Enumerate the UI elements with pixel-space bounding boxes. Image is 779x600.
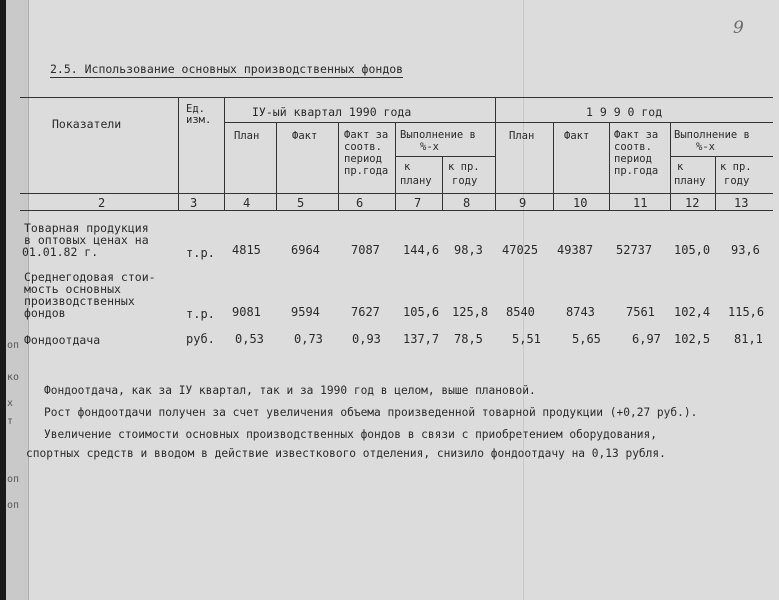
column-number: 7 [414,196,422,210]
cell-value: 49387 [557,243,594,257]
cell-value: 102,5 [674,332,711,346]
header-factprev-y-l2: соотв. [614,141,652,153]
header-toplan-q-l1: к [404,161,411,173]
cell-value: 52737 [616,243,653,257]
header-fact-q: Факт [292,130,318,142]
col-divider [670,122,671,210]
margin-fragment: оп [7,340,20,351]
header-indicators: Показатели [52,117,122,131]
column-number: 8 [463,196,471,210]
header-factprev-q-l4: пр.года [344,165,389,177]
col-divider [442,156,443,210]
column-number-rule [20,210,773,211]
header-factprev-q-l2: соотв. [344,141,382,153]
cell-value: 7561 [626,305,655,319]
execution-subheader-rule-q [395,156,495,157]
header-factprev-q-l1: Факт за [344,129,389,141]
paragraph: спортных средств и вводом в действие известкового отделения, снизило фондоотдачу на 0,13 рубля. [26,447,666,460]
header-toprev-y-l2: году [724,175,750,187]
group-header-rule [224,122,773,123]
header-unit: Ед. изм. [186,103,212,126]
cell-value: 105,0 [674,243,711,257]
row-label-line: Среднегодовая стои- [24,270,156,284]
row-label-line: в оптовых ценах на [24,233,149,247]
paragraph: Фондоотдача, как за IУ квартал, так и за 1990 год в целом, выше плановой. [44,384,536,397]
cell-value: 5,65 [572,332,601,346]
paragraph: Рост фондоотдачи получен за счет увеличения объема произведенной товарной продукции (+0,27 руб.). [44,406,698,419]
section-title-text: 2.5. Использование основных производственных фондов [50,62,404,76]
cell-value: 7627 [351,305,380,319]
col-divider [276,122,277,210]
cell-value: 47025 [502,243,539,257]
header-plan-y: План [509,130,535,142]
execution-subheader-rule-y [670,156,773,157]
cell-value: 0,53 [235,332,264,346]
header-year-group: 1 9 9 0 год [586,105,663,119]
col-divider [553,122,554,210]
cell-value: 9594 [291,305,320,319]
column-number: 10 [573,196,588,210]
row-label-line: фондов [24,306,66,320]
header-execution-y-l1: Выполнение в [674,129,750,141]
column-number: 13 [734,196,749,210]
cell-value: 93,6 [731,243,760,257]
header-toprev-q-l1: к пр. [448,161,480,173]
header-toplan-q-l2: плану [400,175,432,187]
margin-fragment: оп [7,474,20,485]
column-number: 4 [243,196,251,210]
header-execution-q-l1: Выполнение в [400,129,476,141]
paragraph: Увеличение стоимости основных производственных фондов в связи с приобретением оборудования, [44,428,657,441]
column-number: 12 [685,196,700,210]
cell-value: 78,5 [454,332,483,346]
header-execution-q-l2: %-х [420,141,439,153]
cell-value: 9081 [232,305,261,319]
cell-value: 0,73 [294,332,323,346]
header-factprev-y-l4: пр.года [614,165,659,177]
column-number: 6 [356,196,364,210]
header-bottom-rule [20,193,773,194]
header-fact-y: Факт [564,130,590,142]
column-number: 9 [519,196,527,210]
row-label-line: 01.01.82 г. [22,245,99,259]
cell-value: 0,93 [352,332,381,346]
row-unit: руб. [186,332,215,346]
row-label-line: Фондоотдача [24,333,101,347]
row-label-line: производственных [24,294,135,308]
cell-value: 115,6 [728,305,765,319]
header-factprev-y-l1: Факт за [614,129,659,141]
cell-value: 81,1 [734,332,763,346]
col-divider [178,97,179,210]
col-divider [224,97,225,210]
cell-value: 7087 [351,243,380,257]
section-title [50,62,403,76]
margin-fragment: оп [7,500,20,511]
cell-value: 4815 [232,243,261,257]
cell-value: 8540 [506,305,535,319]
margin-fragment: ко [7,372,20,383]
cell-value: 5,51 [512,332,541,346]
header-toplan-y-l1: к [677,161,684,173]
col-divider [495,97,496,210]
col-divider [395,122,396,210]
cell-value: 105,6 [403,305,440,319]
row-label-line: мость основных [24,282,121,296]
cell-value: 137,7 [403,332,440,346]
row-unit: т.р. [186,246,215,260]
margin-fragment: т [7,416,14,427]
header-factprev-y-l3: период [614,153,652,165]
cell-value: 125,8 [452,305,489,319]
row-label-line: Товарная продукция [24,221,149,235]
page-number: 9 [733,18,744,38]
column-number: 11 [633,196,648,210]
col-divider [609,122,610,210]
table-top-border [20,97,773,98]
column-number: 3 [190,196,198,210]
cell-value: 144,6 [403,243,440,257]
cell-value: 6964 [291,243,320,257]
document-page [6,0,779,600]
header-toprev-q-l2: году [452,175,478,187]
col-divider [715,156,716,210]
header-execution-y-l2: %-х [696,141,715,153]
col-divider [338,122,339,210]
header-quarter-group: IУ-ый квартал 1990 года [252,105,412,119]
cell-value: 6,97 [632,332,661,346]
header-toplan-y-l2: плану [674,175,706,187]
column-number: 2 [98,196,106,210]
header-plan-q: План [234,130,260,142]
row-unit: т.р. [186,307,215,321]
header-factprev-q-l3: период [344,153,382,165]
cell-value: 98,3 [454,243,483,257]
header-toprev-y-l1: к пр. [720,161,752,173]
paper-fold [523,0,524,600]
margin-fragment: х [7,398,14,409]
cell-value: 102,4 [674,305,711,319]
cell-value: 8743 [566,305,595,319]
column-number: 5 [297,196,305,210]
